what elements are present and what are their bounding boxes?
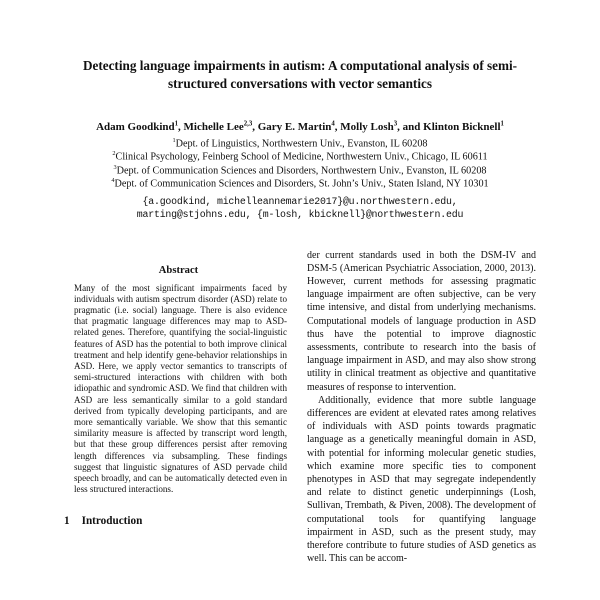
right-column [307,249,536,566]
author-name: Molly Losh [340,121,394,134]
author-separator: , [252,121,258,134]
authors-line [64,120,536,134]
email-line: marting@stjohns.edu, {m-losh, kbicknell}@northwestern.edu [136,209,464,221]
author-separator: , [178,121,184,134]
author-affiliation-superscript: 3 [393,120,398,128]
author-name: Gary E. Martin [257,121,332,134]
left-column [64,249,293,528]
author-affiliation-superscript: 1 [500,120,504,128]
affiliation-line [64,164,536,177]
affiliations-block [64,137,536,191]
author-name: Michelle Lee [183,121,244,134]
affiliation-superscript: 1 [172,136,176,144]
paper-title: Detecting language impairments in autism: A computational analysis of semi-structured conversations with vector semantics [82,58,518,92]
author-affiliation-superscript: 1 [174,120,179,128]
email-line: {a.goodkind, michelleannemarie2017}@u.northwestern.edu, [142,195,458,207]
affiliation-text: Dept. of Communication Sciences and Disorders, St. John’s Univ., Staten Island, NY 10301 [114,178,489,190]
affiliation-superscript: 4 [111,177,115,185]
author-name: Klinton Bicknell [423,121,501,134]
author [340,121,423,133]
author-separator: , and [397,121,424,134]
author [184,121,258,133]
affiliation-superscript: 3 [113,163,117,171]
body-paragraph: der current standards used in both the DSM-IV and DSM-5 (American Psychiatric Association, 2000, 2013). However, current methods for assessing pragmatic language impairment are often subjective, can be very time intensive, and distal from underlying mechanisms. Computational models of language production in ASD thus have the potential to improve diagnostic assessments, contribute to research into the basis of language impairment in ASD, and may also show strong utility in clinical treatment as objective and quantitative measures of response to intervention. [307,249,536,393]
section-number: 1 [64,515,70,528]
author-affiliation-superscript: 4 [331,120,335,128]
author-affiliation-superscript: 2,3 [243,120,253,128]
author [423,121,504,133]
abstract-heading: Abstract [158,264,199,276]
author-separator: , [334,121,341,134]
affiliation-superscript: 2 [112,150,116,158]
affiliation-line [64,177,536,190]
section-title: Introduction [81,515,143,528]
section-heading-introduction [64,515,293,527]
author [96,121,183,133]
affiliation-line [64,150,536,163]
author [258,121,341,133]
abstract-text: Many of the most significant impairments faced by individuals with autism spectrum disorder (ASD) relate to pragmatic (i.e. social) language. There is also evidence that pragmatic language differences may map to ASD-related genes. Therefore, quantifying the social-linguistic features of ASD has the potential to both improve clinical treatment and help identify gene-behavior relationships in ASD. Here, we apply vector semantics to transcripts of semi-structured interactions with children with both idiopathic and syndromic ASD. We find that children with ASD are less semantically similar to a gold standard derived from typically developing participants, and are more semantically variable. We show that this semantic similarity measure is affected by transcript word length, but that these group differences persist after removing length differences via subsampling. These findings suggest that linguistic signatures of ASD pervade child speech broadly, and can be automatically detected even in less structured interactions. [74,282,287,495]
affiliation-text: Clinical Psychology, Feinberg School of Medicine, Northwestern Univ., Chicago, IL 60611 [115,151,488,163]
two-column-body [64,249,536,566]
affiliation-text: Dept. of Linguistics, Northwestern Univ., Evanston, IL 60208 [175,138,428,150]
affiliation-text: Dept. of Communication Sciences and Disorders, Northwestern Univ., Evanston, IL 60208 [116,165,487,177]
paper-content [64,57,536,565]
emails-block [64,195,536,222]
affiliation-line [64,137,536,150]
author-name: Adam Goodkind [96,121,175,134]
body-paragraph: Additionally, evidence that more subtle language differences are evident at elevated rates among relatives of individuals with ASD points towards pragmatic language as a genetically meaningful domain in ASD, with potential for informing molecular genetic studies, which examine more specific ties to component phenotypes in ASD that may segregate independently and relate to distinct genetic underpinnings (Losh, Sullivan, Trembath, & Piven, 2008). The development of computational tools for quantifying language impairment in ASD, such as the present study, may therefore contribute to future studies of ASD genetics as well. This can be accom- [307,394,536,565]
